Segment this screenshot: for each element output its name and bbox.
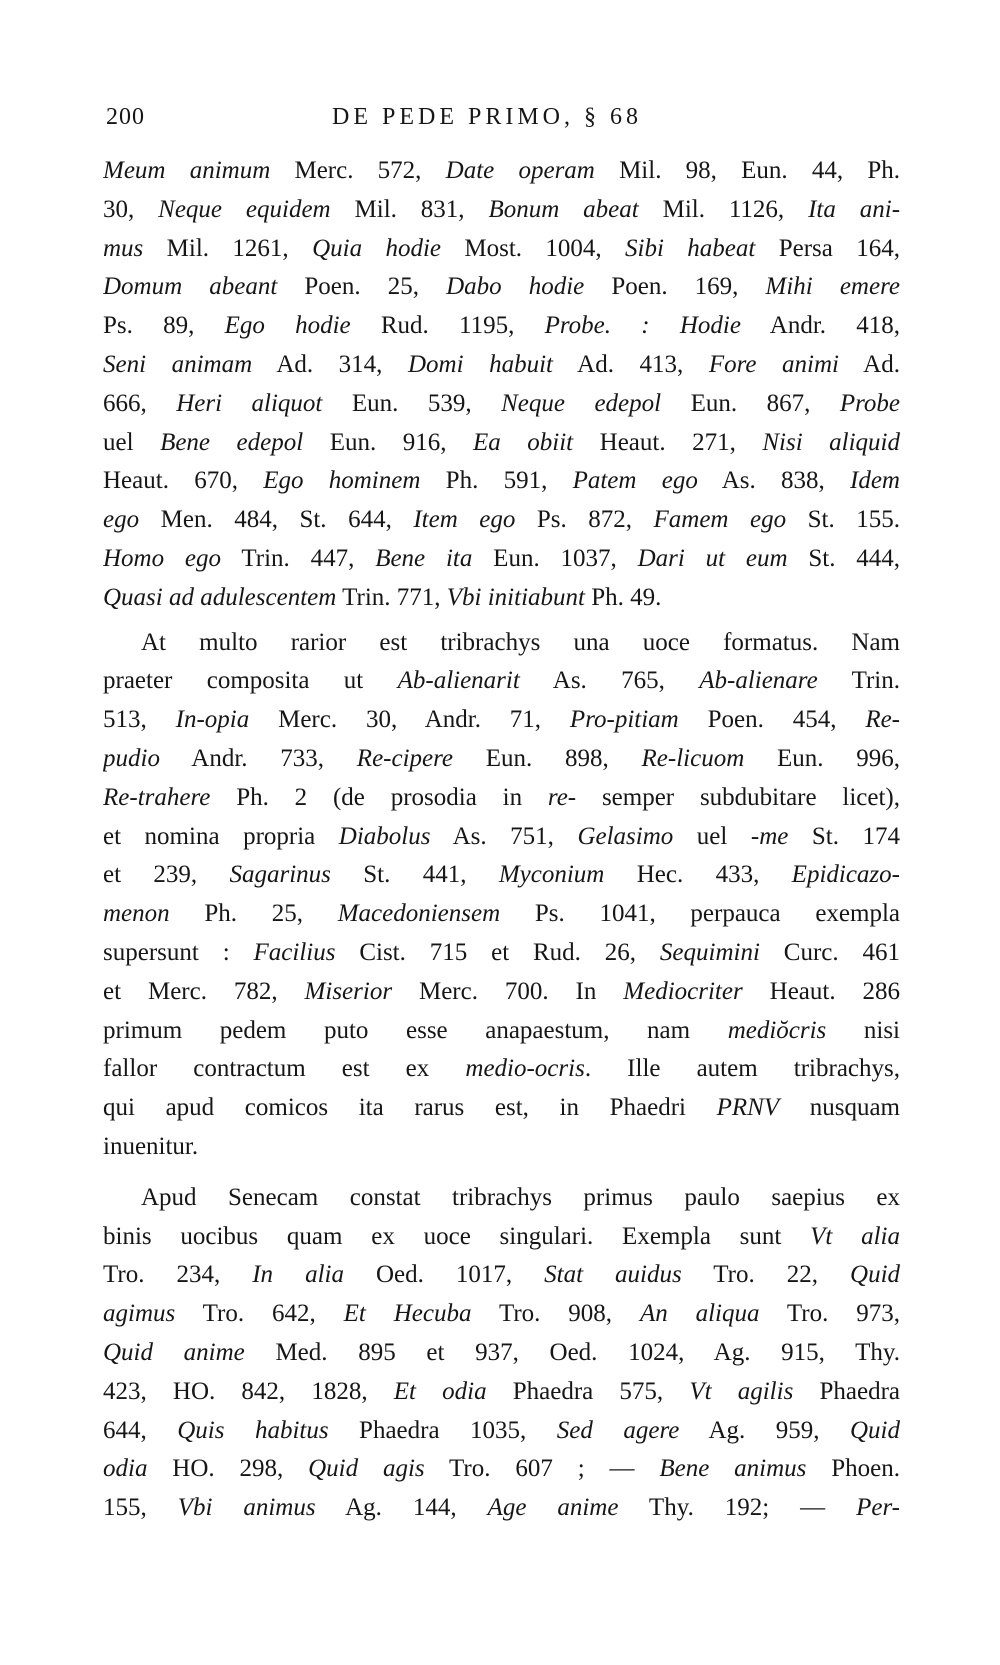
- italic-citation: Quasi ad adulescentem: [103, 583, 337, 611]
- text-run: Ad. 314,: [252, 350, 408, 378]
- text-line: [103, 268, 900, 307]
- text-line: [103, 701, 900, 740]
- italic-citation: Mediocriter: [623, 977, 743, 1005]
- italic-citation: Date operam: [445, 157, 595, 184]
- italic-citation: Vbi initiabunt: [446, 583, 585, 611]
- text-run: . Ille autem tribrachys,: [584, 1055, 900, 1083]
- text-run: Tro. 607 ; —: [424, 1455, 660, 1483]
- italic-citation: Ego hominem: [263, 467, 421, 495]
- italic-citation: Heri aliquot: [176, 389, 323, 417]
- italic-citation: Et Hecuba: [343, 1300, 472, 1328]
- italic-citation: Gelasimo: [577, 822, 674, 850]
- text-run: qui apud comicos ita rarus est, in Phaedri: [103, 1094, 717, 1122]
- text-run: Ph. 591,: [420, 467, 573, 495]
- text-run: Eun. 916,: [303, 428, 473, 456]
- italic-citation: Famem ego: [653, 506, 787, 534]
- text-run: 666,: [103, 389, 177, 417]
- text-run: Heaut. 670,: [103, 467, 264, 495]
- text-run: Ps. 89,: [103, 312, 225, 340]
- italic-citation: Vt agilis: [689, 1377, 794, 1405]
- italic-citation: Bene edepol: [160, 428, 304, 456]
- italic-citation: Per-: [856, 1494, 900, 1522]
- text-line: [103, 1373, 900, 1412]
- italic-citation: Bonum abeat: [488, 195, 639, 223]
- italic-citation: Quis habitus: [177, 1416, 329, 1444]
- text-run: 155,: [103, 1494, 178, 1522]
- text-line: [103, 346, 900, 385]
- italic-citation: Item ego: [413, 506, 516, 534]
- italic-citation: Ea obiit: [473, 428, 574, 456]
- text-run: Phaedra 1035,: [328, 1416, 557, 1444]
- text-run: Rud. 1195,: [350, 312, 545, 340]
- italic-citation: In alia: [252, 1261, 344, 1289]
- text-line: [103, 818, 900, 857]
- text-run: Thy. 192; —: [618, 1494, 857, 1522]
- text-run: Curc. 461: [759, 938, 900, 966]
- text-run: supersunt :: [103, 938, 254, 966]
- text-line: [103, 973, 900, 1012]
- text-run: At multo rarior est tribrachys una uoce formatus. Nam: [141, 628, 900, 656]
- italic-citation: Homo ego: [103, 544, 222, 572]
- text-run: Ag. 959,: [679, 1416, 850, 1444]
- italic-citation: Age anime: [487, 1494, 619, 1522]
- italic-citation: Re-trahere: [103, 783, 211, 811]
- text-line: [103, 740, 900, 779]
- text-run: Ps. 872,: [515, 506, 654, 534]
- text-line: [103, 424, 900, 463]
- text-run: Med. 895 et 937, Oed. 1024, Ag. 915, Thy.: [244, 1338, 900, 1366]
- text-run: 30,: [103, 195, 159, 223]
- text-run: et nomina propria: [103, 822, 339, 850]
- text-run: Poen. 25,: [277, 273, 447, 301]
- text-run: 644,: [103, 1416, 178, 1444]
- italic-citation: Sibi habeat: [625, 234, 756, 262]
- text-run: Heaut. 286: [742, 977, 900, 1005]
- italic-citation: Macedoniensem: [337, 900, 501, 928]
- italic-citation: Dari ut eum: [637, 544, 788, 572]
- italic-citation: Sagarinus: [229, 861, 331, 889]
- italic-citation: Pro-pitiam: [569, 706, 679, 734]
- italic-citation: Fore animi: [708, 350, 839, 378]
- italic-citation: Probe. : Hodie: [544, 312, 741, 340]
- italic-citation: Dabo hodie: [446, 273, 585, 301]
- text-line: [103, 1128, 900, 1167]
- italic-citation: agimus: [103, 1300, 176, 1328]
- text-run: Andr. 733,: [159, 744, 357, 772]
- italic-citation: mus: [103, 234, 144, 262]
- text-run: Phoen.: [806, 1455, 900, 1483]
- text-line: [103, 1334, 900, 1373]
- italic-citation: pudio: [103, 744, 160, 772]
- text-line: [103, 1012, 900, 1051]
- italic-citation: Ab-alienare: [699, 667, 818, 695]
- italic-citation: Stat auidus: [544, 1261, 682, 1289]
- text-run: Mil. 1261,: [143, 234, 313, 262]
- text-run: Trin. 447,: [221, 544, 376, 572]
- text-run: St. 444,: [787, 544, 900, 572]
- text-line: [103, 895, 900, 934]
- text-run: Trin.: [817, 667, 900, 695]
- italic-citation: Meum animum: [103, 157, 271, 184]
- text-run: Ad. 413,: [552, 350, 709, 378]
- text-run: Merc. 700. In: [392, 977, 624, 1005]
- italic-citation: Quid agis: [308, 1455, 425, 1483]
- text-run: Heaut. 271,: [573, 428, 763, 456]
- text-run: Poen. 169,: [584, 273, 766, 301]
- text-line: [103, 1489, 900, 1528]
- italic-citation: Quid: [850, 1261, 900, 1289]
- italic-citation: Patem ego: [572, 467, 698, 495]
- italic-citation: odia: [103, 1455, 148, 1483]
- section-title: DE PEDE PRIMO, § 68: [332, 104, 643, 130]
- text-line: [103, 540, 900, 579]
- italic-citation: An aliqua: [639, 1300, 760, 1328]
- text-run: Ag. 144,: [315, 1494, 488, 1522]
- italic-citation: In-opia: [175, 706, 250, 734]
- italic-citation: Domum abeant: [103, 273, 278, 301]
- italic-citation: Probe: [839, 389, 900, 417]
- text-run: As. 765,: [519, 667, 700, 695]
- italic-citation: Re-licuom: [641, 744, 745, 772]
- text-run: Mil. 831,: [330, 195, 489, 223]
- text-run: Tro. 973,: [759, 1300, 900, 1328]
- text-run: Andr. 418,: [740, 312, 900, 340]
- text-run: Tro. 642,: [175, 1300, 344, 1328]
- text-run: Eun. 996,: [744, 744, 900, 772]
- text-run: uel: [673, 822, 751, 850]
- text-line: [103, 191, 900, 230]
- italic-citation: Epidicazo-: [791, 861, 900, 889]
- text-line: [103, 501, 900, 540]
- running-head: [106, 104, 901, 138]
- text-run: Phaedra 575,: [486, 1377, 690, 1405]
- italic-citation: Et odia: [393, 1377, 487, 1405]
- text-run: Mil. 98, Eun. 44, Ph.: [594, 157, 900, 184]
- italic-citation: Quia hodie: [312, 234, 441, 262]
- text-run: Oed. 1017,: [343, 1261, 545, 1289]
- text-line: [103, 152, 900, 191]
- text-line: [103, 1256, 900, 1295]
- paragraph: [103, 624, 900, 1167]
- text-line: [103, 779, 900, 818]
- text-run: Men. 484, St. 644,: [139, 506, 414, 534]
- text-line: [103, 856, 900, 895]
- italic-citation: Mihi emere: [765, 273, 900, 301]
- text-run: Eun. 867,: [661, 389, 840, 417]
- text-run: 513,: [103, 706, 176, 734]
- text-run: nusquam: [779, 1094, 900, 1122]
- text-run: primum pedem puto esse anapaestum, nam: [103, 1016, 728, 1044]
- italic-citation: re-: [547, 783, 577, 811]
- text-line: [103, 462, 900, 501]
- italic-citation: PRNV: [716, 1094, 780, 1122]
- text-line: [103, 1412, 900, 1451]
- text-run: Ad.: [838, 350, 900, 378]
- text-run: Eun. 539,: [322, 389, 502, 417]
- italic-citation: Bene ita: [375, 544, 473, 572]
- italic-citation: Idem: [850, 467, 900, 495]
- italic-citation: Re-: [865, 706, 900, 734]
- italic-citation: Nisi aliquid: [762, 428, 900, 456]
- text-line: [103, 1218, 900, 1257]
- italic-citation: mediŏcris: [727, 1016, 827, 1044]
- text-run: Tro. 908,: [471, 1300, 640, 1328]
- text-run: Tro. 22,: [681, 1261, 851, 1289]
- italic-citation: Facilius: [253, 938, 336, 966]
- italic-citation: Ab-alienarit: [397, 667, 520, 695]
- text-run: As. 751,: [430, 822, 578, 850]
- text-run: Ph. 2 (de prosodia in: [210, 783, 548, 811]
- text-line: [103, 1089, 900, 1128]
- italic-citation: Miserior: [304, 977, 393, 1005]
- text-run: Eun. 1037,: [472, 544, 638, 572]
- italic-citation: Quid anime: [103, 1338, 245, 1366]
- italic-citation: Seni animam: [103, 350, 253, 378]
- italic-citation: Ita ani-: [808, 195, 900, 223]
- italic-citation: Sed agere: [556, 1416, 680, 1444]
- text-run: binis uocibus quam ex uoce singulari. Exempla sunt: [103, 1222, 811, 1250]
- italic-citation: Vt alia: [810, 1222, 900, 1250]
- text-run: Ph. 49.: [584, 583, 662, 611]
- text-run: fallor contractum est ex: [103, 1055, 466, 1083]
- text-run: Most. 1004,: [440, 234, 626, 262]
- italic-citation: Sequimini: [659, 938, 760, 966]
- text-run: et Merc. 782,: [103, 977, 305, 1005]
- italic-citation: Domi habuit: [407, 350, 553, 378]
- text-line: [103, 1450, 900, 1489]
- text-run: St. 155.: [786, 506, 900, 534]
- text-run: Cist. 715 et Rud. 26,: [335, 938, 660, 966]
- text-run: Ps. 1041, perpauca exempla: [500, 900, 900, 928]
- paragraph: [103, 152, 900, 618]
- text-run: Merc. 572,: [270, 157, 446, 184]
- text-line: [103, 1050, 900, 1089]
- italic-citation: Neque edepol: [501, 389, 662, 417]
- text-line: [103, 385, 900, 424]
- text-run: Trin. 771,: [336, 583, 447, 611]
- text-run: Hec. 433,: [604, 861, 792, 889]
- text-run: Tro. 234,: [103, 1261, 253, 1289]
- text-run: semper subdubitare licet),: [576, 783, 900, 811]
- body-text: [103, 152, 900, 1528]
- text-line: [103, 662, 900, 701]
- text-run: Ph. 25,: [169, 900, 338, 928]
- text-run: et 239,: [103, 861, 230, 889]
- text-run: praeter composita ut: [103, 667, 398, 695]
- italic-citation: menon: [103, 900, 170, 928]
- italic-citation: medio-ocris: [465, 1055, 585, 1083]
- italic-citation: Quid: [850, 1416, 900, 1444]
- page-number: 200: [106, 104, 145, 130]
- text-run: Apud Senecam constat tribrachys primus paulo saepius ex: [141, 1183, 900, 1211]
- text-run: St. 441,: [330, 861, 499, 889]
- text-run: inuenitur.: [103, 1132, 199, 1160]
- text-run: Persa 164,: [755, 234, 900, 262]
- text-line: [103, 1179, 900, 1218]
- text-run: As. 838,: [697, 467, 851, 495]
- paragraph: [103, 1179, 900, 1528]
- italic-citation: -me: [750, 822, 789, 850]
- text-run: uel: [103, 428, 161, 456]
- text-line: [103, 934, 900, 973]
- paragraph-gap: [103, 1167, 900, 1179]
- text-line: [103, 307, 900, 346]
- text-run: Poen. 454,: [678, 706, 866, 734]
- text-run: nisi: [826, 1016, 900, 1044]
- text-run: Mil. 1126,: [638, 195, 809, 223]
- text-run: Merc. 30, Andr. 71,: [249, 706, 570, 734]
- italic-citation: Ego hodie: [224, 312, 351, 340]
- italic-citation: Re-cipere: [356, 744, 454, 772]
- text-run: HO. 298,: [147, 1455, 309, 1483]
- italic-citation: Neque equidem: [158, 195, 331, 223]
- text-line: [103, 230, 900, 269]
- text-run: 423, HO. 842, 1828,: [103, 1377, 394, 1405]
- text-line: [103, 1295, 900, 1334]
- text-run: Phaedra: [793, 1377, 900, 1405]
- italic-citation: Vbi animus: [177, 1494, 316, 1522]
- italic-citation: Bene animus: [659, 1455, 807, 1483]
- text-run: Eun. 898,: [453, 744, 642, 772]
- text-line: [103, 579, 900, 618]
- italic-citation: ego: [103, 506, 140, 534]
- text-run: St. 174: [788, 822, 900, 850]
- italic-citation: Myconium: [498, 861, 605, 889]
- italic-citation: Diabolus: [338, 822, 431, 850]
- text-line: [103, 624, 900, 663]
